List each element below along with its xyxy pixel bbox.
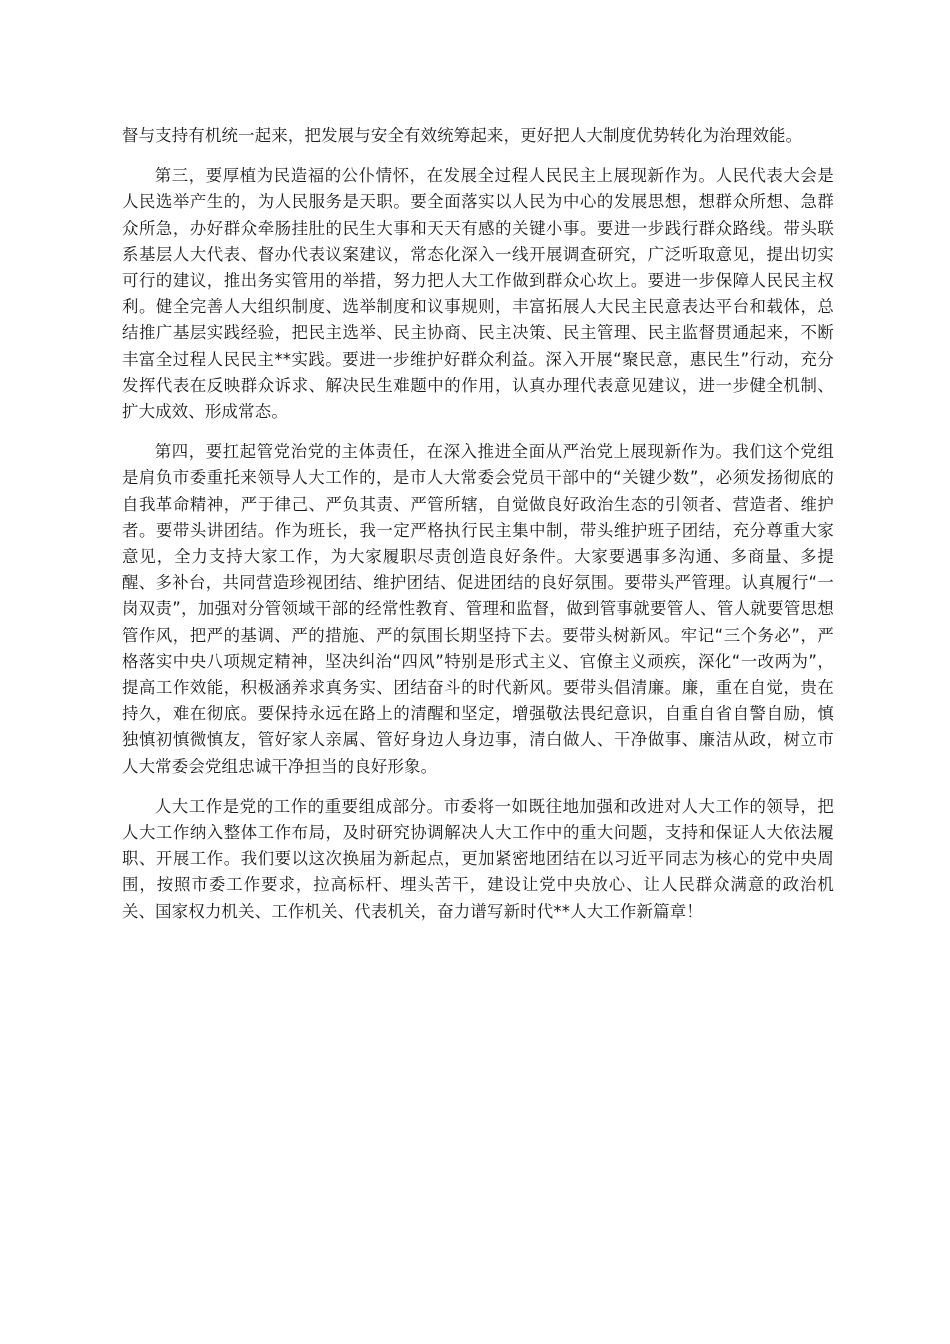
paragraph-fourth-point: 第四，要扛起管党治党的主体责任，在深入推进全面从严治党上展现新作为。我们这个党组是肩负市委重托来领导人大工作的，是市人大常委会党员干部中的“关键少数”，必须发扬彻底的自我革命精神，严于律己、严负其责、严管所辖，自觉做良好政治生态的引领者、营造者、维护者。要带头讲团结。作为班长，我一定严格执行民主集中制，带头维护班子团结，充分尊重大家意见，全力支持大家工作，为大家履职尽责创造良好条件。大家要遇事多沟通、多商量、多提醒、多补台，共同营造珍视团结、维护团结、促进团结的良好氛围。要带头严管理。认真履行“一岗双责”，加强对分管领域干部的经常性教育、管理和监督，做到管事就要管人、管人就要管思想管作风，把严的基调、严的措施、严的氛围长期坚持下去。要带头树新风。牢记“三个务必”，严格落实中央八项规定精神，坚决纠治“四风”特别是形式主义、官僚主义顽疾，深化“一改两为”，提高工作效能，积极涵养求真务实、团结奋斗的时代新风。要带头倡清廉。廉，重在自觉，贵在持久，难在彻底。要保持永远在路上的清醒和坚定，增强敬法畏纪意识，自重自省自警自励，慎独慎初慎微慎友，管好家人亲属、管好身边人身边事，清白做人、干净做事、廉洁从政，树立市人大常委会党组忠诚干净担当的良好形象。 xyxy=(122,442,834,776)
paragraph-third-point: 第三，要厚植为民造福的公仆情怀，在发展全过程人民民主上展现新作为。人民代表大会是人民选举产生的，为人民服务是天职。要全面落实以人民为中心的发展思想，想群众所想、急群众所急，办好群众牵肠挂肚的民生大事和天天有感的关键小事。要进一步践行群众路线。带头联系基层人大代表、督办代表议案建议，常态化深入一线开展调查研究，广泛听取意见，提出切实可行的建议，推出务实管用的举措，努力把人大工作做到群众心坎上。要进一步保障人民民主权利。健全完善人大组织制度、选举制度和议事规则，丰富拓展人大民主民意表达平台和载体，总结推广基层实践经验，把民主选举、民主协商、民主决策、民主管理、民主监督贯通起来，不断丰富全过程人民民主**实践。要进一步维护好群众利益。深入开展“聚民意，惠民生”行动，充分发挥代表在反映群众诉求、解决民生难题中的作用，认真办理代表意见建议，进一步健全机制、扩大成效、形成常态。 xyxy=(122,166,834,422)
document-page xyxy=(122,123,834,939)
paragraph-continuation: 督与支持有机统一起来，把发展与安全有效统筹起来，更好把人大制度优势转化为治理效能。 xyxy=(122,126,803,145)
paragraph-conclusion: 人大工作是党的工作的重要组成部分。市委将一如既往地加强和改进对人大工作的领导，把人大工作纳入整体工作布局，及时研究协调解决人大工作中的重大问题，支持和保证人大依法履职、开展工作。我们要以这次换届为新起点，更加紧密地团结在以习近平同志为核心的党中央周围，按照市委工作要求，拉高标杆、埋头苦干，建设让党中央放心、让人民群众满意的政治机关、国家权力机关、工作机关、代表机关，奋力谱写新时代**人大工作新篇章！ xyxy=(122,796,834,921)
